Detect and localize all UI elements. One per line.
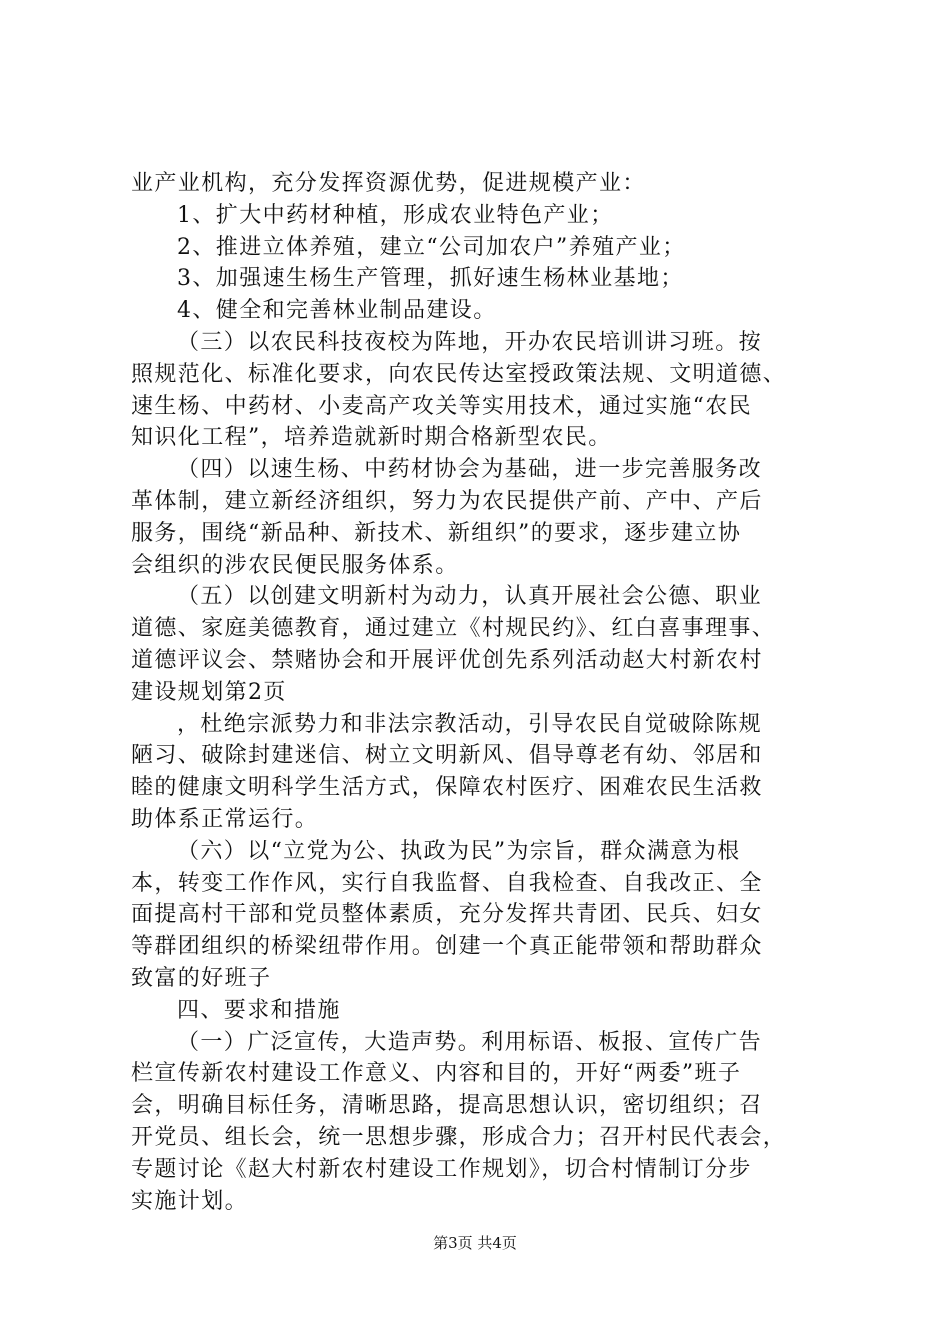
text-line: （五）以创建文明新村为动力，认真开展社会公德、职业 bbox=[177, 584, 763, 610]
text-line: 道德评议会、禁赌协会和开展评优创先系列活动赵大村新农村 bbox=[131, 647, 763, 673]
text-line: 4、健全和完善林业制品建设。 bbox=[177, 298, 497, 324]
text-line: 栏宣传新农村建设工作意义、内容和目的，开好“两委”班子 bbox=[131, 1061, 742, 1087]
text-line: 陋习、破除封建迷信、树立文明新风、倡导尊老有幼、邻居和 bbox=[131, 743, 763, 769]
text-line: 1、扩大中药材种植，形成农业特色产业； bbox=[177, 202, 614, 228]
text-line: 专题讨论《赵大村新农村建设工作规划》，切合村情制订分步 bbox=[131, 1156, 752, 1182]
text-line: 等群团组织的桥梁纽带作用。创建一个真正能带领和帮助群众 bbox=[131, 934, 763, 960]
text-line: 服务，围绕“新品种、新技术、新组织”的要求，逐步建立协 bbox=[131, 520, 742, 546]
text-line: （六）以“立党为公、执政为民”为宗旨，群众满意为根 bbox=[177, 838, 741, 864]
text-line: 3、加强速生杨生产管理，抓好速生杨林业基地； bbox=[177, 266, 684, 292]
text-line: （一）广泛宣传，大造声势。利用标语、板报、宣传广告 bbox=[177, 1029, 763, 1055]
text-line: （四）以速生杨、中药材协会为基础，进一步完善服务改 bbox=[177, 457, 763, 483]
text-line: 建设规划第2页 bbox=[131, 679, 287, 705]
document-body bbox=[131, 168, 831, 1217]
text-line: 业产业机构，充分发挥资源优势，促进规模产业： bbox=[131, 171, 646, 196]
text-line: 照规范化、标准化要求，向农民传达室授政策法规、文明道德、 bbox=[131, 361, 787, 387]
text-line: 四、要求和措施 bbox=[177, 997, 341, 1023]
text-line: ，杜绝宗派势力和非法宗教活动，引导农民自觉破除陈规 bbox=[177, 711, 763, 737]
text-line: 速生杨、中药材、小麦高产攻关等实用技术，通过实施“农民 bbox=[131, 393, 753, 419]
text-line: 会，明确目标任务，清晰思路，提高思想认识，密切组织；召 bbox=[131, 1093, 763, 1119]
text-line: 实施计划。 bbox=[131, 1188, 249, 1214]
text-line: 致富的好班子 bbox=[131, 965, 272, 991]
text-line: 助体系正常运行。 bbox=[131, 806, 319, 832]
text-line: 革体制，建立新经济组织，努力为农民提供产前、产中、产后 bbox=[131, 488, 763, 514]
text-line: 知识化工程”，培养造就新时期合格新型农民。 bbox=[131, 425, 612, 451]
page-footer: 第3页 共4页 bbox=[433, 1234, 517, 1252]
text-line: （三）以农民科技夜校为阵地，开办农民培训讲习班。按 bbox=[177, 329, 763, 355]
text-line: 道德、家庭美德教育，通过建立《村规民约》、红白喜事理事、 bbox=[131, 616, 776, 642]
text-line: 面提高村干部和党员整体素质，充分发挥共青团、民兵、妇女 bbox=[131, 902, 763, 928]
text-line: 睦的健康文明科学生活方式，保障农村医疗、困难农民生活救 bbox=[131, 775, 763, 801]
text-line: 2、推进立体养殖，建立“公司加农户”养殖产业； bbox=[177, 234, 686, 260]
text-line: 会组织的涉农民便民服务体系。 bbox=[131, 552, 459, 578]
text-line: 开党员、组长会，统一思想步骤，形成合力；召开村民代表会， bbox=[131, 1124, 787, 1150]
text-line: 本，转变工作作风，实行自我监督、自我检查、自我改正、全 bbox=[131, 870, 763, 896]
